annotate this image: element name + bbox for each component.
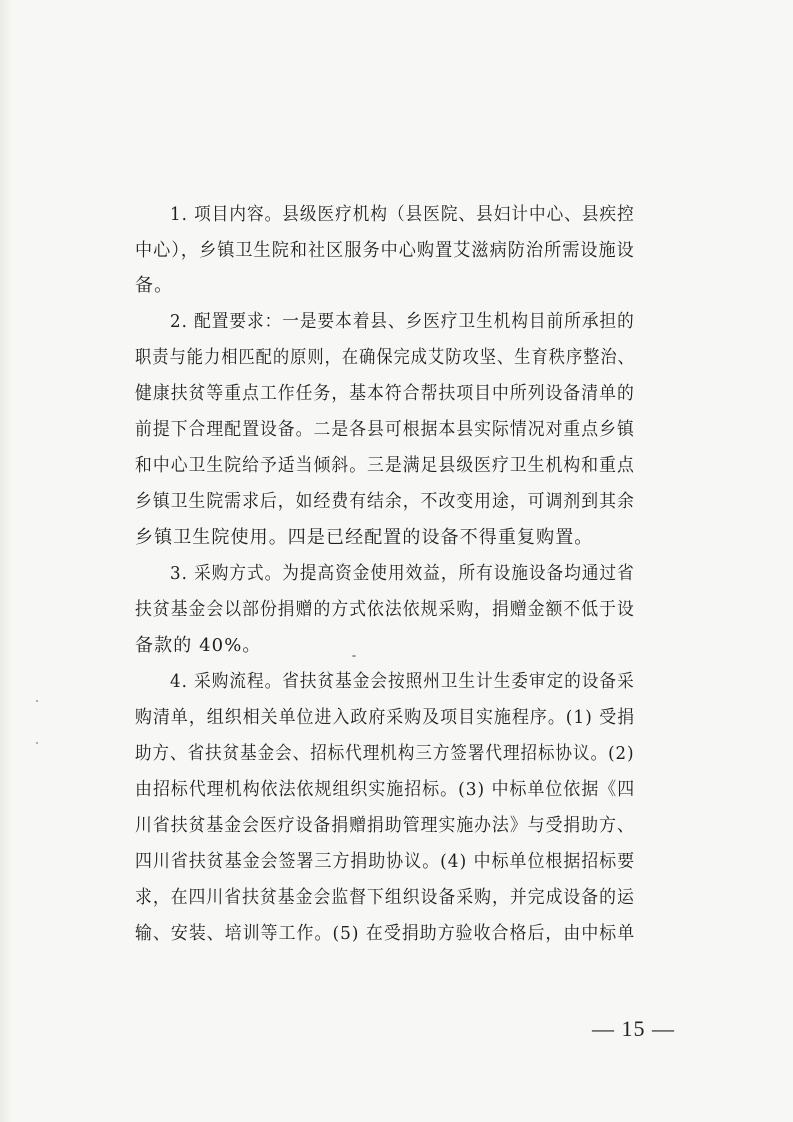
text-line: 1. 项目内容。县级医疗机构（县医院、县妇计中心、县疾控 [170,204,635,225]
text-line: 备。 [135,275,174,296]
scan-edge-shadow [0,0,12,1122]
text-line: 2. 配置要求：一是要本着县、乡医疗卫生机构目前所承担的 [170,311,635,332]
page-number: — 15 — [592,1016,675,1041]
text-line: 求，在四川省扶贫基金会监督下组织设备采购，并完成设备的运 [135,887,635,908]
text-line: 乡镇卫生院需求后，如经费有结余，不改变用途，可调剂到其余 [135,491,635,512]
text-line: 输、安装、培训等工作。(5) 在受捐助方验收合格后，由中标单 [135,923,636,944]
scan-speck [36,700,38,702]
text-line: 职责与能力相匹配的原则，在确保完成艾防攻坚、生育秩序整治、 [135,347,635,368]
text-line: 乡镇卫生院使用。四是已经配置的设备不得重复购置。 [135,527,594,548]
text-line: 和中心卫生院给予适当倾斜。三是满足县级医疗卫生机构和重点 [135,455,635,476]
text-line: 四川省扶贫基金会签署三方捐助协议。(4) 中标单位根据招标要 [135,851,636,872]
text-line: 购清单，组织相关单位进入政府采购及项目实施程序。(1) 受捐 [135,707,636,728]
text-line: 由招标代理机构依法依规组织实施招标。(3) 中标单位依据《四 [135,779,636,800]
text-line: 3. 采购方式。为提高资金使用效益，所有设施设备均通过省 [170,563,635,584]
scan-speck [36,742,38,744]
text-line: 前提下合理配置设备。二是各县可根据本县实际情况对重点乡镇 [135,419,635,440]
scan-speck [352,655,356,657]
text-line: 备款的 40%。 [135,635,262,656]
text-line: 中心），乡镇卫生院和社区服务中心购置艾滋病防治所需设施设 [135,240,635,261]
text-line: 助方、省扶贫基金会、招标代理机构三方签署代理招标协议。(2) [135,743,635,764]
text-line: 扶贫基金会以部份捐赠的方式依法依规采购，捐赠金额不低于设 [135,599,635,620]
text-line: 健康扶贫等重点工作任务，基本符合帮扶项目中所列设备清单的 [135,383,635,404]
text-line: 川省扶贫基金会医疗设备捐赠捐助管理实施办法》与受捐助方、 [135,815,635,836]
text-line: 4. 采购流程。省扶贫基金会按照州卫生计生委审定的设备采 [170,671,635,692]
